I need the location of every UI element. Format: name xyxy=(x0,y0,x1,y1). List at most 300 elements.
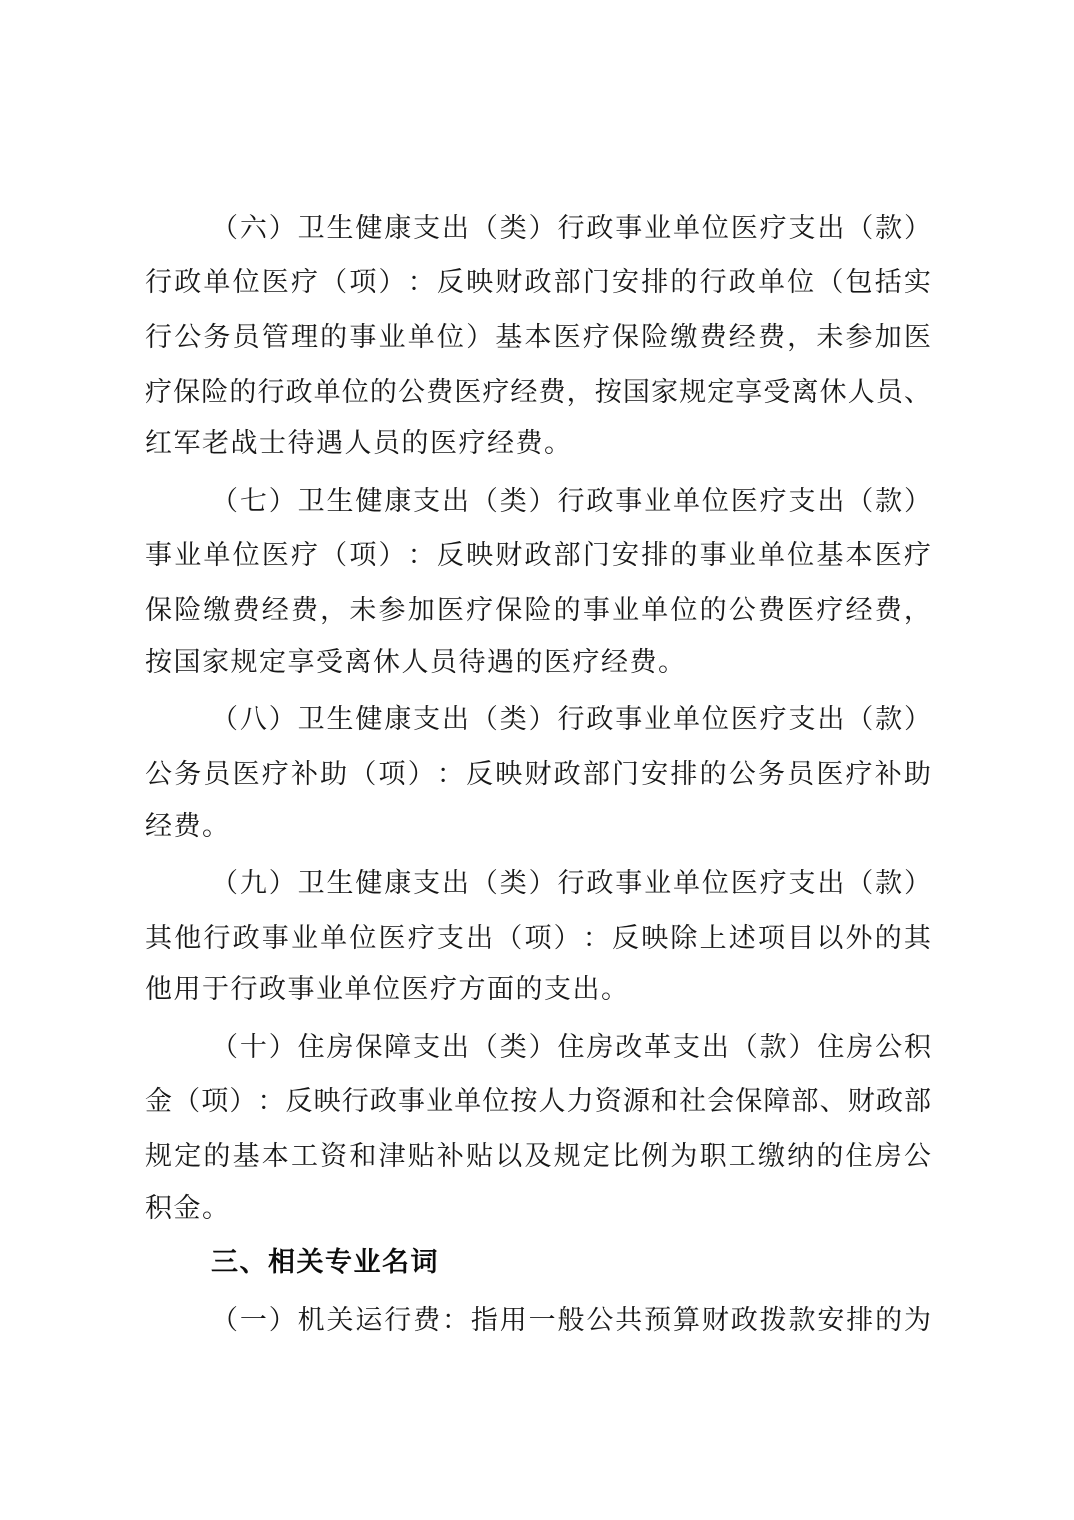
glyph: 以 xyxy=(816,922,844,953)
glyph: 映 xyxy=(466,540,494,571)
glyph: 的 xyxy=(369,376,397,407)
glyph: 医 xyxy=(730,867,758,898)
glyph: 费 xyxy=(874,594,902,625)
glyph: 疗 xyxy=(816,594,844,625)
glyph: 位 xyxy=(670,594,698,625)
glyph: 行 xyxy=(557,485,585,516)
glyph: 业 xyxy=(644,867,672,898)
glyph: 人 xyxy=(538,1086,566,1117)
glyph: 生 xyxy=(326,485,354,516)
glyph: （ xyxy=(846,704,874,735)
glyph: 事 xyxy=(397,1086,425,1117)
glyph: （ xyxy=(349,758,377,789)
glyph: 共 xyxy=(615,1304,643,1335)
glyph: 医 xyxy=(874,540,902,571)
glyph: 助 xyxy=(903,758,931,789)
glyph: 单 xyxy=(673,212,700,243)
glyph: ， xyxy=(566,376,594,407)
glyph: 本 xyxy=(845,540,873,571)
glyph: 房 xyxy=(326,1031,354,1062)
glyph: 务 xyxy=(203,321,231,352)
glyph: 医 xyxy=(261,267,289,298)
glyph: 人 xyxy=(847,376,875,407)
glyph: 事 xyxy=(349,321,377,352)
glyph: 基 xyxy=(495,321,523,352)
glyph: 实 xyxy=(903,267,931,298)
glyph: 七 xyxy=(239,485,267,516)
glyph: 政 xyxy=(174,267,202,298)
glyph: 职 xyxy=(699,1140,727,1171)
glyph: 公 xyxy=(903,1140,931,1171)
glyph: 源 xyxy=(622,1086,650,1117)
glyph: 生 xyxy=(326,867,354,898)
text-line xyxy=(145,1072,931,1127)
glyph: 反 xyxy=(466,758,494,789)
glyph: 理 xyxy=(290,321,318,352)
glyph: 离 xyxy=(791,376,819,407)
glyph: 款 xyxy=(759,1031,787,1062)
glyph: ） xyxy=(528,704,556,735)
glyph: 安 xyxy=(612,267,639,298)
glyph: 项 xyxy=(757,922,785,953)
glyph: 门 xyxy=(582,540,610,571)
text-line xyxy=(145,471,931,526)
glyph: 反 xyxy=(612,922,639,953)
glyph: ） xyxy=(268,867,296,898)
glyph: （ xyxy=(320,267,348,298)
glyph: 行 xyxy=(145,267,172,298)
glyph: 比 xyxy=(612,1140,639,1171)
glyph: 医 xyxy=(436,594,464,625)
glyph: （ xyxy=(470,704,498,735)
glyph: 项 xyxy=(349,267,377,298)
glyph: 项 xyxy=(378,758,406,789)
glyph: 经 xyxy=(510,376,538,407)
glyph: 公 xyxy=(397,376,425,407)
glyph: 出 xyxy=(466,922,494,953)
glyph: 疗 xyxy=(759,704,787,735)
glyph: ， xyxy=(320,594,348,625)
glyph: ） xyxy=(407,758,435,789)
glyph: 排 xyxy=(641,267,669,298)
glyph: 政 xyxy=(553,758,581,789)
glyph: 支 xyxy=(673,1031,700,1062)
glyph: 政 xyxy=(586,485,614,516)
glyph: 医 xyxy=(730,212,758,243)
glyph: 定 xyxy=(174,1140,202,1171)
glyph: 力 xyxy=(566,1086,594,1117)
glyph: 指 xyxy=(470,1304,498,1335)
glyph: 的 xyxy=(229,376,257,407)
glyph: 费 xyxy=(426,376,454,407)
glyph: 险 xyxy=(524,594,552,625)
glyph: 康 xyxy=(384,867,412,898)
glyph: 的 xyxy=(875,1304,903,1335)
glyph: 公 xyxy=(728,594,756,625)
glyph: 外 xyxy=(845,922,873,953)
glyph: 用 xyxy=(499,1304,527,1335)
glyph: 务 xyxy=(757,758,785,789)
glyph: 事 xyxy=(615,867,643,898)
glyph: 本 xyxy=(261,1140,289,1171)
glyph: 安 xyxy=(612,540,639,571)
glyph: （ xyxy=(846,212,874,243)
glyph: 未 xyxy=(349,594,377,625)
glyph: 经 xyxy=(261,594,289,625)
glyph: 为 xyxy=(904,1304,931,1335)
glyph: 费 xyxy=(232,594,260,625)
glyph: 疗 xyxy=(261,758,289,789)
glyph: 疗 xyxy=(290,540,318,571)
glyph: 行 xyxy=(341,1086,369,1117)
glyph: 事 xyxy=(615,485,643,516)
glyph: 政 xyxy=(369,1086,397,1117)
glyph: 除 xyxy=(670,922,698,953)
glyph: ） xyxy=(268,212,296,243)
glyph: 单 xyxy=(320,922,348,953)
glyph: 房 xyxy=(874,1140,902,1171)
glyph: 医 xyxy=(232,758,260,789)
glyph: 类 xyxy=(499,1031,527,1062)
glyph: 住 xyxy=(817,1031,845,1062)
glyph: 的 xyxy=(553,594,581,625)
glyph: （ xyxy=(846,867,874,898)
glyph: 卫 xyxy=(297,485,325,516)
glyph: 险 xyxy=(174,594,202,625)
glyph: 款 xyxy=(875,212,903,243)
glyph: ： xyxy=(436,758,464,789)
glyph: 未 xyxy=(816,321,844,352)
document-content xyxy=(145,198,931,1344)
glyph: （ xyxy=(211,212,238,243)
glyph: 政 xyxy=(586,212,614,243)
glyph: 出 xyxy=(701,1031,729,1062)
glyph: 位 xyxy=(482,1086,510,1117)
glyph: 康 xyxy=(384,704,412,735)
glyph: 业 xyxy=(644,485,672,516)
glyph: 单 xyxy=(757,267,785,298)
glyph: 单 xyxy=(641,594,669,625)
glyph: 机 xyxy=(297,1304,325,1335)
glyph: 十 xyxy=(239,1031,267,1062)
glyph: 事 xyxy=(145,540,172,571)
glyph: 本 xyxy=(524,321,552,352)
text-line xyxy=(145,689,931,744)
glyph: 补 xyxy=(874,758,902,789)
glyph: 缴 xyxy=(757,1140,785,1171)
glyph: 加 xyxy=(874,321,902,352)
glyph: 业 xyxy=(290,922,318,953)
glyph: 算 xyxy=(673,1304,700,1335)
glyph: 行 xyxy=(557,704,585,735)
glyph: 位 xyxy=(701,212,729,243)
glyph: 障 xyxy=(384,1031,412,1062)
glyph: ， xyxy=(787,321,815,352)
glyph: 一 xyxy=(528,1304,556,1335)
glyph: 映 xyxy=(495,758,523,789)
glyph: 险 xyxy=(641,321,669,352)
glyph: 以 xyxy=(495,1140,523,1171)
glyph: 部 xyxy=(582,758,610,789)
glyph: 门 xyxy=(582,267,610,298)
text-line xyxy=(145,253,931,308)
glyph: 政 xyxy=(232,922,260,953)
glyph: 参 xyxy=(378,594,406,625)
glyph: 业 xyxy=(426,1086,454,1117)
glyph: 类 xyxy=(499,485,527,516)
text-line xyxy=(145,744,931,799)
glyph: ） xyxy=(378,540,406,571)
glyph: 行 xyxy=(203,922,231,953)
glyph: 纳 xyxy=(787,1140,815,1171)
glyph: 医 xyxy=(816,758,844,789)
glyph: 位 xyxy=(436,321,464,352)
glyph: 支 xyxy=(413,1031,441,1062)
glyph: 积 xyxy=(904,1031,931,1062)
glyph: ： xyxy=(407,267,435,298)
glyph: ） xyxy=(268,1031,296,1062)
glyph: 按 xyxy=(510,1086,538,1117)
glyph: 单 xyxy=(407,321,435,352)
glyph: 规 xyxy=(553,1140,581,1171)
glyph: 位 xyxy=(787,540,815,571)
text-line xyxy=(145,1290,931,1345)
glyph: 房 xyxy=(846,1031,874,1062)
glyph: 定 xyxy=(707,376,735,407)
glyph: （ xyxy=(470,212,498,243)
glyph: 九 xyxy=(239,867,267,898)
glyph: ） xyxy=(268,485,296,516)
glyph: 保 xyxy=(355,1031,383,1062)
glyph: 单 xyxy=(454,1086,482,1117)
glyph: 位 xyxy=(787,267,815,298)
glyph: 医 xyxy=(454,376,482,407)
glyph: 的 xyxy=(203,1140,231,1171)
glyph: （ xyxy=(211,1304,238,1335)
glyph: 、 xyxy=(819,1086,847,1117)
glyph: 单 xyxy=(673,704,700,735)
glyph: 支 xyxy=(788,212,816,243)
glyph: 生 xyxy=(326,212,354,243)
glyph: 参 xyxy=(845,321,873,352)
glyph: 出 xyxy=(442,704,469,735)
glyph: 款 xyxy=(875,867,903,898)
glyph: 排 xyxy=(670,758,698,789)
glyph: 门 xyxy=(612,758,639,789)
glyph: 疗 xyxy=(903,540,931,571)
glyph: 和 xyxy=(349,1140,377,1171)
glyph: 业 xyxy=(612,594,639,625)
glyph: （ xyxy=(211,485,238,516)
glyph: 金 xyxy=(145,1086,172,1117)
glyph: 政 xyxy=(728,267,756,298)
glyph: 受 xyxy=(763,376,791,407)
glyph: 医 xyxy=(378,922,406,953)
glyph: 康 xyxy=(384,212,412,243)
glyph: 政 xyxy=(524,267,552,298)
glyph: 映 xyxy=(313,1086,341,1117)
glyph: 医 xyxy=(730,704,758,735)
glyph: 房 xyxy=(586,1031,614,1062)
glyph: 费 xyxy=(290,594,318,625)
glyph: 保 xyxy=(612,321,639,352)
glyph: 支 xyxy=(436,922,464,953)
glyph: 出 xyxy=(817,704,845,735)
text-line xyxy=(145,1126,931,1181)
glyph: 缴 xyxy=(670,321,698,352)
glyph: 目 xyxy=(787,922,815,953)
glyph: ） xyxy=(553,922,581,953)
glyph: 事 xyxy=(699,540,727,571)
glyph: 项 xyxy=(349,540,377,571)
glyph: 的 xyxy=(816,1140,844,1171)
glyph: 行 xyxy=(145,321,172,352)
glyph: 支 xyxy=(788,704,816,735)
glyph: ） xyxy=(378,267,406,298)
glyph: 位 xyxy=(232,540,260,571)
glyph: 的 xyxy=(670,540,698,571)
glyph: 家 xyxy=(650,376,678,407)
glyph: 行 xyxy=(699,267,727,298)
text-line xyxy=(145,580,931,635)
glyph: 拨 xyxy=(759,1304,787,1335)
glyph: 预 xyxy=(644,1304,672,1335)
glyph: 健 xyxy=(355,212,383,243)
glyph: 出 xyxy=(442,1031,469,1062)
glyph: 财 xyxy=(495,540,523,571)
glyph: 卫 xyxy=(297,704,325,735)
text-line xyxy=(145,362,931,417)
glyph: 补 xyxy=(290,758,318,789)
glyph: 关 xyxy=(326,1304,354,1335)
glyph: 医 xyxy=(261,540,289,571)
glyph: 疗 xyxy=(582,321,610,352)
glyph: 单 xyxy=(203,267,231,298)
glyph: 括 xyxy=(874,267,902,298)
section-heading: 三、相关专业名词 xyxy=(211,1247,439,1278)
glyph: 款 xyxy=(788,1304,816,1335)
glyph: 工 xyxy=(290,1140,318,1171)
glyph: 反 xyxy=(436,540,464,571)
glyph: 公 xyxy=(174,321,202,352)
glyph: 基 xyxy=(232,1140,260,1171)
glyph: 类 xyxy=(499,212,527,243)
glyph: 款 xyxy=(875,704,903,735)
glyph: 生 xyxy=(326,704,354,735)
glyph: 公 xyxy=(875,1031,903,1062)
glyph: 位 xyxy=(232,267,260,298)
glyph: ） xyxy=(528,1031,556,1062)
glyph: （ xyxy=(816,267,844,298)
glyph: 疗 xyxy=(290,267,318,298)
glyph: 卫 xyxy=(297,867,325,898)
text-line xyxy=(145,1017,931,1072)
glyph: 助 xyxy=(320,758,348,789)
glyph: 和 xyxy=(650,1086,678,1117)
glyph: 事 xyxy=(582,594,610,625)
glyph: 上 xyxy=(699,922,727,953)
glyph: 卫 xyxy=(297,212,325,243)
glyph: （ xyxy=(211,704,238,735)
glyph: 事 xyxy=(615,704,643,735)
glyph: 事 xyxy=(615,212,643,243)
glyph: 映 xyxy=(641,922,669,953)
glyph: 支 xyxy=(413,212,441,243)
glyph: 休 xyxy=(819,376,847,407)
glyph: 政 xyxy=(524,540,552,571)
glyph: 加 xyxy=(407,594,435,625)
glyph: 单 xyxy=(673,485,700,516)
glyph: 位 xyxy=(701,867,729,898)
glyph: 财 xyxy=(847,1086,875,1117)
glyph: 规 xyxy=(145,1140,172,1171)
glyph: 支 xyxy=(413,485,441,516)
glyph: 医 xyxy=(787,594,815,625)
glyph: 位 xyxy=(341,376,369,407)
glyph: 运 xyxy=(355,1304,383,1335)
glyph: 改 xyxy=(615,1031,643,1062)
glyph: 财 xyxy=(495,267,523,298)
glyph: 政 xyxy=(586,867,614,898)
glyph: （ xyxy=(173,1086,201,1117)
glyph: 费 xyxy=(757,594,785,625)
glyph: 业 xyxy=(644,704,672,735)
glyph: ， xyxy=(903,594,931,625)
glyph: 其 xyxy=(145,922,172,953)
glyph: （ xyxy=(470,1031,498,1062)
glyph: 的 xyxy=(699,758,727,789)
glyph: ） xyxy=(904,867,931,898)
glyph: 贴 xyxy=(466,1140,494,1171)
glyph: ） xyxy=(904,704,931,735)
glyph: ） xyxy=(904,212,931,243)
glyph: 行 xyxy=(257,376,285,407)
glyph: 述 xyxy=(728,922,756,953)
text-line xyxy=(145,198,931,253)
glyph: 安 xyxy=(641,758,669,789)
glyph: 员 xyxy=(787,758,815,789)
glyph: 费 xyxy=(413,1304,441,1335)
glyph: ： xyxy=(407,540,435,571)
glyph: 医 xyxy=(553,321,581,352)
glyph: 安 xyxy=(817,1304,845,1335)
glyph: ） xyxy=(528,867,556,898)
text-line: 红军老战士待遇人员的医疗经费。 xyxy=(145,428,573,459)
glyph: 费 xyxy=(538,376,566,407)
text-line: 按国家规定享受离休人员待遇的医疗经费。 xyxy=(145,646,687,677)
glyph: 住 xyxy=(557,1031,585,1062)
glyph: （ xyxy=(846,485,874,516)
glyph: 为 xyxy=(670,1140,698,1171)
glyph: ） xyxy=(229,1086,257,1117)
glyph: 一 xyxy=(239,1304,267,1335)
glyph: 务 xyxy=(174,758,202,789)
glyph: ： xyxy=(582,922,610,953)
glyph: （ xyxy=(470,867,498,898)
glyph: 住 xyxy=(297,1031,325,1062)
glyph: 疗 xyxy=(759,867,787,898)
glyph: 包 xyxy=(845,267,873,298)
text-line: 他用于行政事业单位医疗方面的支出。 xyxy=(145,974,630,1005)
glyph: 享 xyxy=(735,376,763,407)
glyph: （ xyxy=(470,485,498,516)
glyph: 部 xyxy=(791,1086,819,1117)
glyph: 支 xyxy=(788,485,816,516)
glyph: 部 xyxy=(553,540,581,571)
glyph: 出 xyxy=(817,485,845,516)
glyph: 部 xyxy=(553,267,581,298)
glyph: 公 xyxy=(586,1304,614,1335)
